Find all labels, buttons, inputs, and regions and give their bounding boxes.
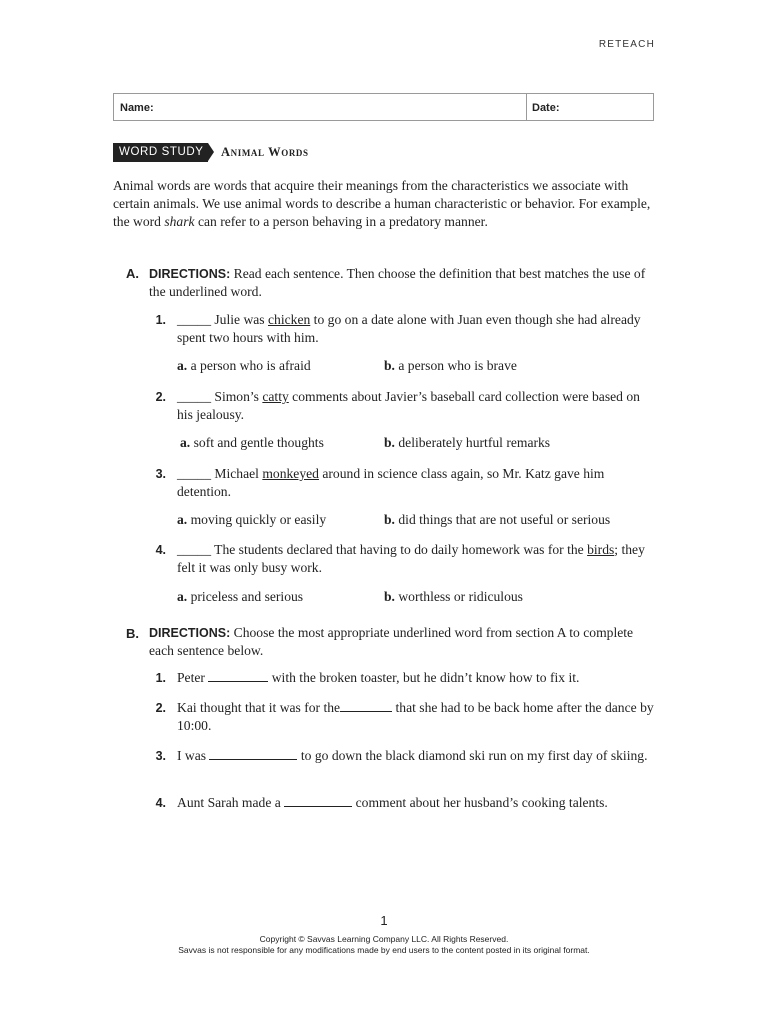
disclaimer-text: Savvas is not responsible for any modifications made by end users to the content posted in its original format.	[178, 945, 590, 955]
underlined-word: chicken	[268, 312, 311, 327]
answer-blank[interactable]: _____	[177, 389, 211, 404]
question-text-part: that she had to be back home after the dance by 10:00.	[177, 700, 654, 733]
question-text-part: comments about Javier’s baseball card collection were based on his jealousy.	[177, 389, 640, 422]
option-a-text: soft and gentle thoughts	[190, 435, 324, 450]
name-date-box	[113, 93, 654, 121]
question-text-part: The students declared that having to do daily homework was for the	[210, 542, 588, 557]
option-b-text: deliberately hurtful remarks	[394, 435, 551, 450]
directions-label: DIRECTIONS:	[149, 267, 231, 281]
fill-in-blank[interactable]	[284, 794, 352, 807]
option-b[interactable]	[384, 512, 610, 528]
fill-in-blank[interactable]	[209, 747, 297, 760]
directions-text: Read each sentence. Then choose the definition that best matches the use of the underlined word.	[149, 266, 646, 299]
answer-blank[interactable]: _____	[177, 466, 211, 481]
option-a[interactable]	[177, 589, 303, 605]
option-b-text: did things that are not useful or serious	[394, 512, 611, 527]
question-text-part: to go down the black diamond ski run on my first day of skiing.	[297, 748, 648, 763]
intro-text: Animal words are words that acquire their meanings from the characteristics we associate with certain animals. We use animal words to describe a human characteristic or behavior. For example, the word	[113, 178, 651, 229]
question-text	[177, 388, 657, 424]
question-text	[177, 699, 657, 735]
underlined-word: birds	[587, 542, 615, 557]
question-text	[177, 794, 657, 812]
option-a-label: a.	[177, 512, 188, 527]
fill-in-blank[interactable]	[340, 699, 392, 712]
option-b-text: a person who is brave	[394, 358, 517, 373]
intro-paragraph	[113, 177, 658, 231]
option-b-label: b.	[384, 589, 395, 604]
question-number: 2.	[155, 701, 166, 715]
question-text	[177, 465, 657, 501]
date-label: Date:	[532, 102, 560, 114]
option-a[interactable]	[177, 512, 326, 528]
question-text-part: Michael	[210, 466, 263, 481]
part-b-directions	[149, 624, 657, 660]
answer-blank[interactable]: _____	[177, 312, 211, 327]
question-text-part: I was	[177, 748, 210, 763]
question-number: 2.	[155, 390, 166, 404]
option-a-label: a.	[177, 358, 188, 373]
question-text	[177, 311, 657, 347]
option-a-text: moving quickly or easily	[187, 512, 327, 527]
copyright-text: Copyright © Savvas Learning Company LLC. All Rights Reserved.	[259, 934, 509, 944]
question-text-part: comment about her husband’s cooking talents.	[352, 795, 608, 810]
option-b-label: b.	[384, 358, 395, 373]
name-label: Name:	[120, 102, 154, 114]
intro-text-end: can refer to a person behaving in a predatory manner.	[194, 214, 488, 229]
section-title: Animal Words	[221, 145, 309, 159]
question-number: 1.	[155, 671, 166, 685]
option-a-label: a.	[180, 435, 191, 450]
underlined-word: catty	[262, 389, 289, 404]
option-a-text: priceless and serious	[187, 589, 304, 604]
option-a[interactable]	[177, 358, 311, 374]
option-b-label: b.	[384, 435, 395, 450]
option-b[interactable]	[384, 358, 517, 374]
tag-arrow-icon	[208, 143, 214, 161]
option-b-label: b.	[384, 512, 395, 527]
question-number: 4.	[155, 543, 166, 557]
question-text-part: with the broken toaster, but he didn’t know how to fix it.	[268, 670, 580, 685]
page-number: 1	[380, 913, 388, 928]
question-text-part: ; they felt it was only busy work.	[177, 542, 645, 575]
option-b[interactable]	[384, 435, 550, 451]
part-a-directions	[149, 265, 657, 301]
directions-text: Choose the most appropriate underlined word from section A to complete each sentence below.	[149, 625, 634, 658]
question-text-part: Julie was	[210, 312, 268, 327]
box-divider	[526, 94, 527, 120]
question-text	[177, 669, 657, 687]
question-text-part: Aunt Sarah made a	[177, 795, 285, 810]
option-a[interactable]	[180, 435, 324, 451]
question-text-part: Simon’s	[210, 389, 263, 404]
question-text-part: Kai thought that it was for the	[177, 700, 341, 715]
word-study-label: WORD STUDY	[113, 143, 208, 162]
fill-in-blank[interactable]	[208, 669, 268, 682]
underlined-word: monkeyed	[262, 466, 319, 481]
question-number: 1.	[155, 313, 166, 327]
reteach-label: RETEACH	[598, 39, 655, 50]
option-a-label: a.	[177, 589, 188, 604]
question-text-part: to go on a date alone with Juan even though she had already spent two hours with him.	[177, 312, 641, 345]
question-text	[177, 747, 657, 765]
directions-label: DIRECTIONS:	[149, 626, 231, 640]
question-text	[177, 541, 657, 577]
question-number: 3.	[155, 467, 166, 481]
part-b-letter: B.	[126, 626, 139, 641]
option-b[interactable]	[384, 589, 523, 605]
question-number: 3.	[155, 749, 166, 763]
question-text-part: around in science class again, so Mr. Katz gave him detention.	[177, 466, 605, 499]
option-a-text: a person who is afraid	[187, 358, 311, 373]
part-a-letter: A.	[126, 266, 139, 281]
question-number: 4.	[155, 796, 166, 810]
intro-example-word: shark	[164, 214, 195, 229]
question-text-part: Peter	[177, 670, 209, 685]
option-b-text: worthless or ridiculous	[394, 589, 523, 604]
answer-blank[interactable]: _____	[177, 542, 211, 557]
